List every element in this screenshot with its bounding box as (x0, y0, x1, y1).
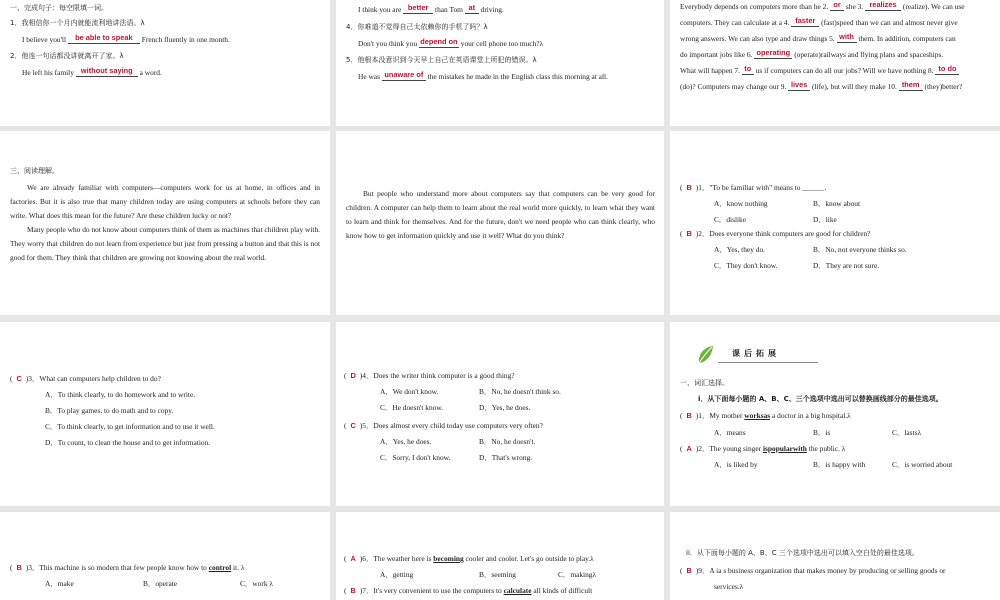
question-5-prompt: 5．他根本没意识到今天早上自己在英语课堂上所犯的错误。λ (346, 56, 537, 64)
answer-blank: without saying (76, 69, 138, 77)
question-5-sentence: He was unaware of the mistakes he made in the English class this morning at all. (358, 70, 608, 81)
question-3-answer: C (16, 374, 22, 383)
option-c: C．is worried about (892, 460, 953, 469)
panel-vocabulary-questions-1 (0, 512, 330, 600)
question-9-continued: services.λ (714, 582, 744, 591)
option-a: A．know nothing (714, 199, 768, 208)
panel-reading-passage-1 (0, 131, 330, 315)
answer-blank: better (403, 6, 433, 14)
option-d: D．They are not sure. (813, 261, 880, 270)
section-heading: 课后拓展 (732, 349, 780, 358)
option-b: B．To play games, to do math and to copy. (45, 406, 174, 415)
option-d: D．That's wrong. (479, 453, 533, 462)
question-2-answer: A (686, 444, 692, 453)
panel-after-class-extension (670, 322, 1000, 506)
option-c: C．Sorry, I don't know. (380, 453, 451, 462)
option-a: A．Yes, they do. (714, 245, 765, 254)
question-2-prompt: 2．他连一句话都没讲就离开了家。λ (10, 52, 124, 60)
answer-blank: depend on (419, 40, 459, 48)
panel-cloze-passage (670, 0, 1000, 126)
panel-vocabulary-questions-2 (336, 512, 664, 600)
question-3: ( C )3．What can computers help children to do? (10, 374, 161, 383)
question-1-answer: B (686, 411, 692, 420)
sentence-3: I think you are better than Tom at driving. (358, 3, 504, 14)
option-b: B．operate (143, 579, 178, 588)
question-1-prompt: 1．我相信你一个月内就能流利地讲法语。λ (10, 19, 145, 27)
instruction: i．从下面每小题的 A、B、C、三个选项中选出可以替换画线部分的最佳选项。 (698, 395, 943, 403)
panel-fill-in-sentences-2 (336, 0, 664, 126)
question-3: ( B )3．This machine is so modern that few people know how to control it. λ (10, 563, 245, 572)
answer-blank: at (465, 6, 479, 14)
panel-vocabulary-questions-3 (670, 512, 1000, 600)
option-a: A．getting (380, 570, 414, 579)
cloze-line-6: (do)? Computers may change our 9. lives (life), but will they make 10. them (they)better? (680, 80, 963, 91)
option-a: A．make (45, 579, 74, 588)
option-c: C．work λ (240, 579, 273, 588)
panel-reading-questions-3 (336, 322, 664, 506)
option-b: B．is happy with (813, 460, 866, 469)
option-a: A．To think clearly, to do homework and to write. (45, 390, 196, 399)
leaf-icon (696, 345, 714, 365)
question-7-answer: B (350, 586, 356, 595)
question-1: ( B )1．"To be familiar with" means to ______. (680, 183, 827, 192)
panel-reading-passage-2 (336, 131, 664, 315)
option-b: B．No, he doesn't. (479, 437, 536, 446)
option-b: B．is (813, 428, 831, 437)
section-title: 一、完成句子：每空限填一词。 (10, 4, 108, 12)
instruction: ii．从下面每小题的 A、B、C 三个选项中选出可以填入空白处的最佳选项。 (686, 549, 919, 557)
option-a: A．Yes, he does. (380, 437, 432, 446)
question-3-answer: B (16, 563, 22, 572)
option-c: C．lastsλ (892, 428, 922, 437)
option-b: B．seeming (479, 570, 516, 579)
question-7: ( B )7．It's very convenient to use the computers to calculate all kinds of difficult (344, 586, 593, 595)
option-d: D．like (813, 215, 837, 224)
panel-reading-questions-1 (670, 131, 1000, 315)
question-9: ( B )9．A ia s business organization that makes money by producing or selling goods or (680, 566, 946, 575)
question-6: ( A )6．The weather here is becoming cooler and cooler. Let's go outside to play.λ (344, 554, 594, 563)
passage-paragraph-2: Many people who do not know about computers think of them as machines that children play with. They worry that children do not learn from experience but just from pressing a button and that this is not good for them. They think that children are growing not knowing about the real world. (10, 225, 320, 262)
question-6-answer: A (350, 554, 356, 563)
cloze-line-4: do important jobs like 6. operating (operate)railways and flying plans and spaceships. (680, 48, 944, 59)
question-4-answer: D (350, 371, 356, 380)
question-1-sentence: I believe you'll be able to speak French fluently in one month. (22, 33, 230, 44)
option-b: B．No, not everyone thinks so. (813, 245, 907, 254)
option-b: B．know about (813, 199, 861, 208)
option-a: A．is liked by (714, 460, 758, 469)
question-2: ( A )2．The young singer ispopularwith the public. λ (680, 444, 846, 453)
option-b: B．No, he doesn't think so. (479, 387, 561, 396)
cloze-line-5: What will happen 7. to us if computers can do all our jobs? Will we have nothing 8. to do (680, 67, 959, 75)
question-4: ( D )4．Does the writer think computer is a good thing? (344, 371, 515, 380)
question-2-answer: B (686, 229, 692, 238)
passage-paragraph-3: But people who understand more about computers say that computers can be very good for children. A computer can help them to learn about the real world more quickly, to learn what they want to learn and think for themselves. And for the future, don't we need people who can think clearly, who know how to get information quickly and use it well? What do you think? (346, 189, 655, 240)
answer-blank: be able to speak (68, 36, 140, 44)
panel-fill-in-sentences-1 (0, 0, 330, 126)
section-title: 三、阅读理解。 (10, 167, 59, 175)
question-2: ( B )2．Does everyone think computers are good for children? (680, 229, 871, 238)
question-1: ( B )1．My mother worksas a doctor in a big hospital.λ (680, 411, 851, 420)
question-1-answer: B (686, 183, 692, 192)
heading-divider (718, 362, 818, 363)
option-d: D．To count, to clean the house and to get information. (45, 438, 211, 447)
question-9-answer: B (686, 566, 692, 575)
passage-paragraph-1: We are already familiar with computers—computers work for us at home, in offices and in factories. But it is also true that many children today are using computers at schools before they can write. What does this mean for the future? Are these children lucky or not? (10, 183, 320, 220)
option-c: C．makingλ (558, 570, 597, 579)
question-4-prompt: 4．你难道不觉得自己太依赖你的手机了吗？λ (346, 23, 488, 31)
option-a: A．We don't know. (380, 387, 439, 396)
panel-reading-questions-2 (0, 322, 330, 506)
option-c: C．dislike (714, 215, 747, 224)
question-4-sentence: Don't you think you depend on your cell phone too much?λ (358, 37, 544, 48)
section-title: 一、词汇选择。 (680, 379, 729, 387)
question-5: ( C )5．Does almost every child today use computers very often? (344, 421, 543, 430)
answer-blank: unaware of (382, 73, 426, 81)
option-c: C．He doesn't know. (380, 403, 444, 412)
cloze-line-3: wrong answers. We can also type and draw things 5. with them. In addition, computers can (680, 32, 956, 43)
question-5-answer: C (350, 421, 356, 430)
cloze-line-1: Everybody depends on computers more than he 2. or she 3. realizes (realize). We can use (680, 0, 965, 11)
cloze-line-2: computers. They can calculate at a 4. faster (fast)speed than we can and almost never give (680, 16, 958, 27)
option-c: C．To think clearly, to get information and to use it well. (45, 422, 215, 431)
option-d: D．Yes, he does. (479, 403, 531, 412)
option-c: C．They don't know. (714, 261, 778, 270)
option-a: A．means (714, 428, 746, 437)
question-2-sentence: He left his family without saying a word. (22, 66, 162, 77)
